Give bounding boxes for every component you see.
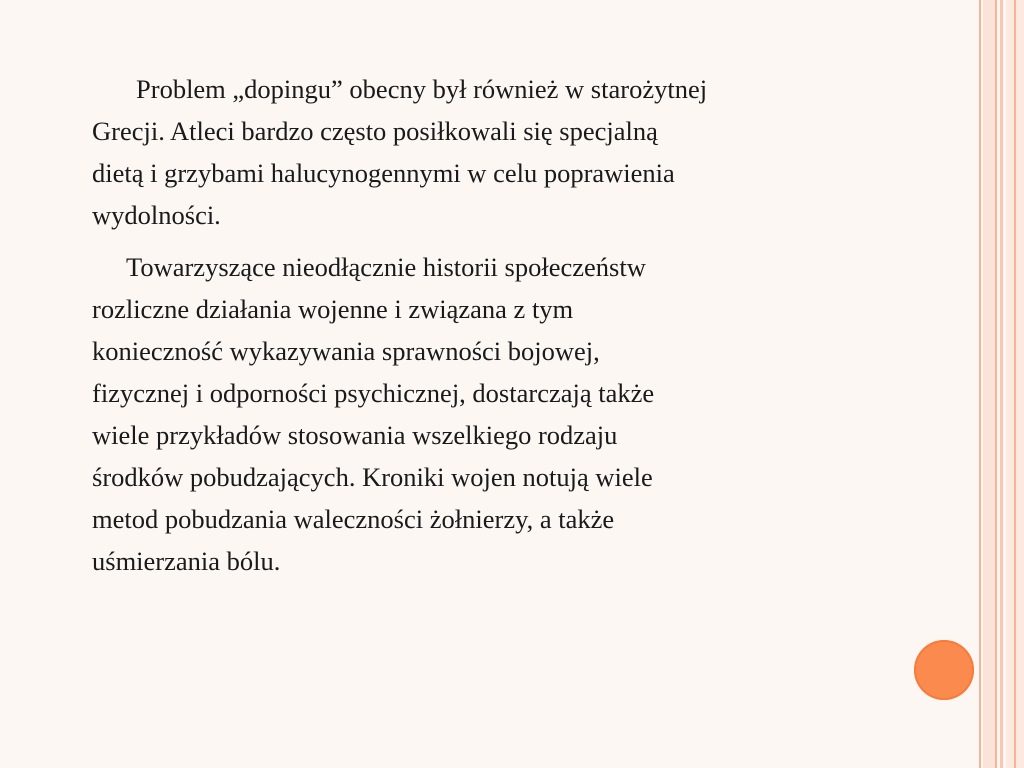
decor-circle-icon	[914, 640, 974, 700]
decor-stripe	[983, 0, 995, 768]
slide-body	[92, 68, 892, 592]
paragraph-2	[92, 246, 892, 582]
paragraph-2-text: Towarzyszące nieodłącznie historii społeczeństw rozliczne działania wojenne i związana z tym konieczność wykazywania sprawności bojowej, fizycznej i odporności psychicznej, dostarczają także wiele przykładów stosowania wszelkiego rodzaju środków pobudzających. Kroniki wojen notują wiele metod pobudzania waleczności żołnierzy, a także uśmierzania bólu.	[92, 252, 655, 576]
decor-stripe	[995, 0, 997, 768]
decor-stripe	[1014, 0, 1016, 768]
decor-stripe	[1000, 0, 1003, 768]
decor-stripe	[979, 0, 981, 768]
paragraph-1	[92, 68, 892, 236]
paragraph-1-text: Problem „dopingu” obecny był również w starożytnej Grecji. Atleci bardzo często posiłkowali się specjalną dietą i grzybami halucynogennymi w celu poprawienia wydolności.	[92, 74, 708, 230]
